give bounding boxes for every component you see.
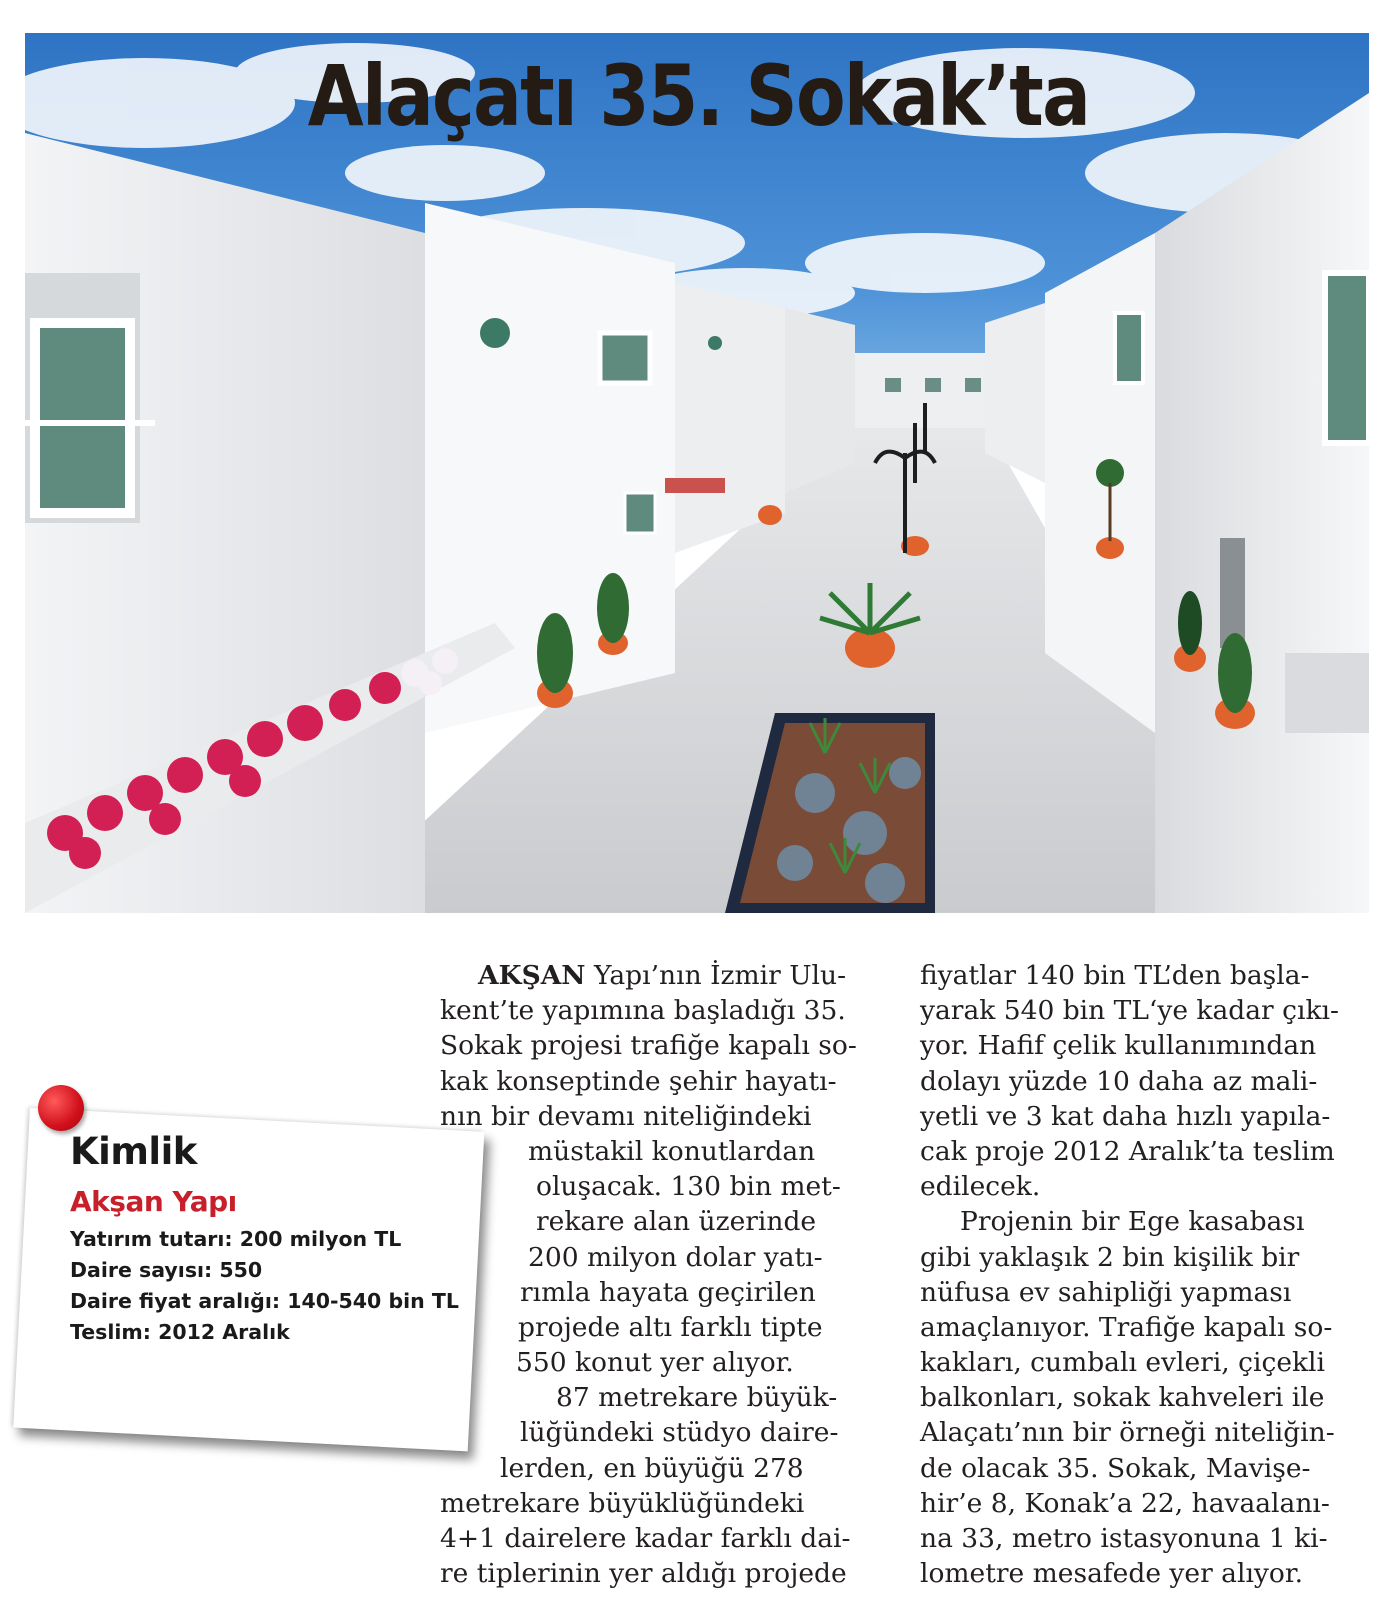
article-line: rekare alan üzerinde [536,1206,817,1238]
article-line: rımla hayata geçirilen [520,1276,816,1308]
article-line: projede altı farklı tipte [518,1311,823,1343]
article-line [440,958,880,993]
article-line: 200 milyon dolar yatı- [528,1241,823,1273]
article-line: dolayı yüzde 10 daha az mali- [920,1065,1318,1097]
article-first-line-rest: Yapı’nın İzmir Ulu- [585,960,847,991]
article-line: hir’e 8, Konak’a 22, havaalanı- [920,1487,1330,1519]
street-photo-illustration [25,33,1369,913]
article-line: Sokak projesi trafiğe kapalı so- [440,1030,857,1062]
article-line: kak konseptinde şehir hayatı- [440,1065,837,1097]
article-line: de olacak 35. Sokak, Mavişe- [920,1452,1311,1484]
article-column-2 [920,958,1360,1591]
kimlik-card-content [70,1130,459,1348]
article-line: 4+1 dairelere kadar farklı dai- [440,1523,851,1554]
article-line: kakları, cumbalı evleri, çiçekli [920,1347,1326,1379]
article-line: oluşacak. 130 bin met- [536,1171,841,1203]
red-dot-icon [38,1085,84,1131]
street-photo [25,33,1369,913]
article-line: lerden, en büyüğü 278 [500,1452,804,1484]
article-line: amaçlanıyor. Trafiğe kapalı so- [920,1311,1333,1343]
article-line: nüfusa ev sahipliği yapması [920,1276,1292,1308]
headline: Alaçatı 35. Sokak’ta [307,47,1090,145]
kimlik-title: Kimlik [70,1130,197,1173]
article-line: kent’te yapımına başladığı 35. [440,995,846,1027]
article-line: Alaçatı’nın bir örneği niteliğin- [920,1417,1335,1449]
article-column-1 [440,958,880,1591]
article-line: Projenin bir Ege kasabası [960,1206,1305,1238]
article-line: metrekare büyüklüğündeki [440,1487,805,1519]
article-line: cak proje 2012 Aralık’ta teslim [920,1135,1335,1167]
kimlik-fact-price-range: Daire fiyat aralığı: 140-540 bin TL [70,1289,459,1313]
article-line: lüğündeki stüdyo daire- [520,1417,839,1449]
kimlik-fact-delivery: Teslim: 2012 Aralık [70,1320,290,1344]
article-line: fiyatlar 140 bin TL’den başla- [920,960,1310,991]
article-line: 87 metrekare büyük- [556,1382,838,1414]
article-lead-word: AKŞAN [478,960,586,991]
kimlik-fact-investment: Yatırım tutarı: 200 milyon TL [70,1227,402,1251]
article-line: yarak 540 bin TL‘ye kadar çıkı- [920,995,1339,1027]
article-line: re tiplerinin yer aldığı projede [440,1558,847,1590]
kimlik-facts [70,1224,459,1348]
article-line: edilecek. [920,1171,1041,1203]
kimlik-fact-unit-count: Daire sayısı: 550 [70,1258,263,1282]
article-line: yor. Hafif çelik kullanımından [920,1030,1317,1062]
article-line: müstakil konutlardan [528,1135,816,1167]
kimlik-company: Akşan Yapı [70,1185,237,1218]
article-line: gibi yaklaşık 2 bin kişilik bir [920,1241,1300,1273]
article-line: na 33, metro istasyonuna 1 ki- [920,1523,1328,1554]
article-line: yetli ve 3 kat daha hızlı yapıla- [920,1100,1331,1132]
article-line: nın bir devamı niteliğindeki [440,1100,812,1132]
article-line: balkonları, sokak kahveleri ile [920,1382,1325,1414]
article-line: lometre mesafede yer alıyor. [920,1558,1304,1590]
article-line: 550 konut yer alıyor. [516,1347,794,1379]
